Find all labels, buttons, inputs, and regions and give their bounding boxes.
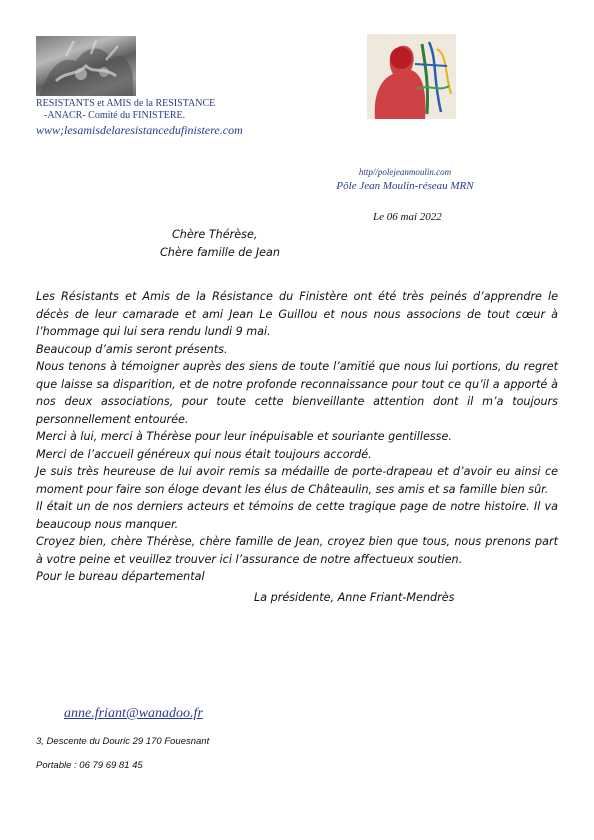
- resistance-monument-logo: [36, 36, 136, 96]
- paragraph: Pour le bureau départemental: [36, 570, 205, 583]
- pjm-name: Pôle Jean Moulin-réseau MRN: [336, 180, 474, 192]
- paragraph: Les Résistants et Amis de la Résistance du Finistère ont été très peinés d’apprendre le décès de leur camarade et ami Jean Le Guillou et nous nous associons de tout cœur à l’hommage qui lui sera rendu lundi 9 mai.: [36, 290, 558, 338]
- stone-relief-icon: [36, 36, 136, 96]
- postal-address: 3, Descente du Douric 29 170 Fouesnant: [36, 736, 210, 747]
- letter-date: Le 06 mai 2022: [373, 211, 442, 223]
- paragraph: Il était un de nos derniers acteurs et témoins de cette tragique page de notre histoire. Il va beaucoup nous manquer.: [36, 500, 558, 531]
- paragraph: Nous tenons à témoigner auprès des siens de toute l’amitié que nous lui portions, du regret que laisse sa disparition, et de notre profonde reconnaissance pour tout ce qu’il a apporté à nos deux associations, pour toute cette bienveillante attention dont il m’a toujours personnellement entourée.: [36, 360, 558, 426]
- org-website[interactable]: www;lesamisdelaresistancedufinistere.com: [36, 123, 243, 137]
- pjm-url[interactable]: http//polejeanmoulin.com: [358, 167, 452, 177]
- letter-body: [36, 288, 558, 606]
- org-committee: -ANACR- Comité du FINISTERE.: [44, 110, 186, 121]
- org-name: RESISTANTS et AMIS de la RESISTANCE: [36, 98, 216, 109]
- salutation-line-2: Chère famille de Jean: [160, 246, 280, 259]
- organization-block: [36, 98, 243, 138]
- signature: La présidente, Anne Friant-Mendrès: [254, 590, 455, 604]
- paragraph: Croyez bien, chère Thérèse, chère famille de Jean, croyez bien que tous, nous prenons part à votre peine et veuillez trouver ici l’assurance de notre affectueux soutien.: [36, 535, 558, 566]
- phone-number: Portable : 06 79 69 81 45: [36, 760, 143, 771]
- email-link[interactable]: anne.friant@wanadoo.fr: [64, 706, 203, 721]
- portrait-painting: [367, 34, 456, 119]
- salutation-line-1: Chère Thérèse,: [172, 228, 258, 241]
- pole-jean-moulin-block: [320, 166, 490, 193]
- paragraph: Je suis très heureuse de lui avoir remis sa médaille de porte-drapeau et d’avoir eu ainsi ce moment pour faire son éloge devant les élus de Châteaulin, ses amis et sa famille bien sûr.: [36, 465, 558, 496]
- paragraph: Merci de l’accueil généreux qui nous était toujours accordé.: [36, 447, 372, 461]
- paragraph: Beaucoup d’amis seront présents.: [36, 342, 228, 356]
- paragraph: Merci à lui, merci à Thérèse pour leur inépuisable et souriante gentillesse.: [36, 430, 452, 443]
- painting-icon: [367, 34, 456, 119]
